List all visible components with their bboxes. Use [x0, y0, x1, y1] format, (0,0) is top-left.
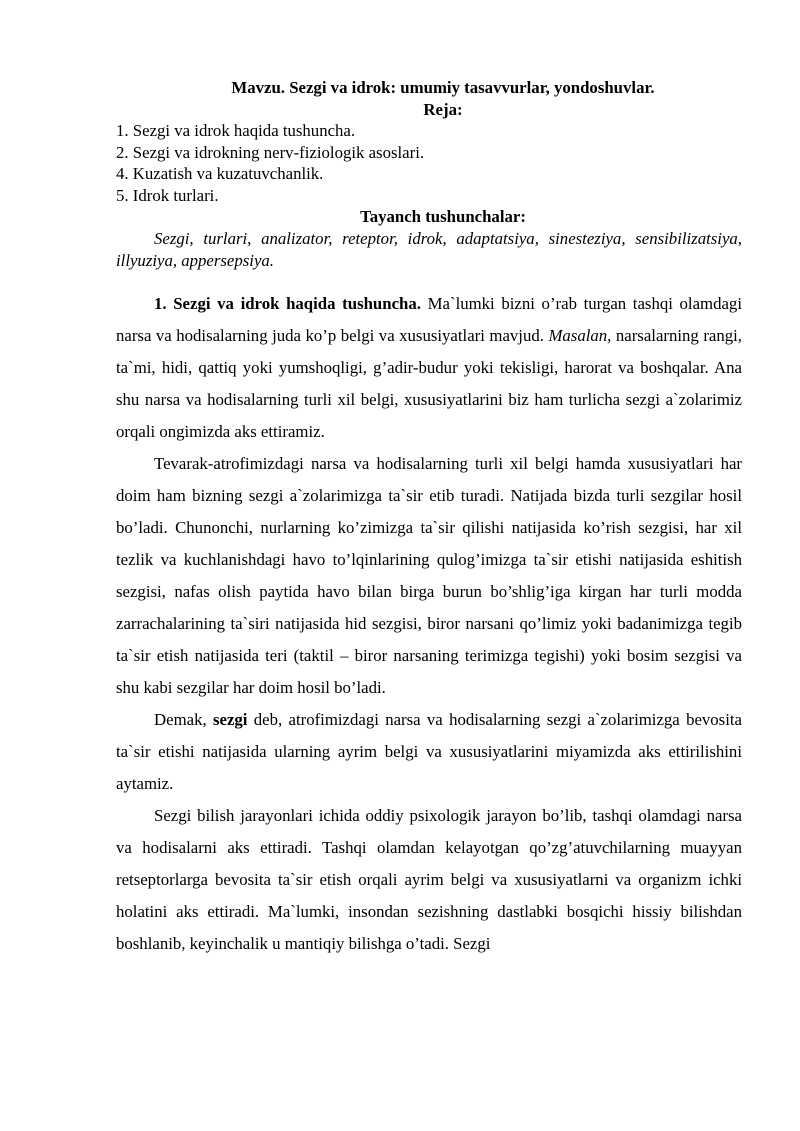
paragraph-text: narsalarning rangi, ta`mi, hidi, qattiq yoki yumshoqligi, g’adir-budur yoki tekisligi, harorat va boshqalar. Ana shu narsa va hodisalarning turli xil belgi, xususiyatlarini biz ham turlicha sezgi a`zolarimiz orqali ongimizda aks ettiramiz.	[116, 326, 742, 441]
key-terms-heading: Tayanch tushunchalar:	[360, 207, 526, 226]
paragraph-cognition: Sezgi bilish jarayonlari ichida oddiy psixologik jarayon bo’lib, tashqi olamdagi narsa va hodisalarni aks ettiradi. Tashqi olamdan kelayotgan qo’zg’atuvchilarning muayyan retseptorlarga bevosita ta`sir etish orqali ayrim belgi va xususiyatlarni va organizm ichki holatini aks ettiradi. Ma`lumki, insondan sezishning dastlabki bosqichi hissiy bilishdan boshlanib, keyinchalik u mantiqiy bilishga o’tadi. Sezgi	[116, 806, 742, 953]
page-title: Mavzu. Sezgi va idrok: umumiy tasavvurlar, yondoshuvlar.	[231, 78, 655, 97]
plan-item: 2. Sezgi va idrokning nerv-fiziologik asoslari.	[116, 142, 425, 162]
plan-heading: Reja:	[423, 100, 463, 119]
section-heading: 1. Sezgi va idrok haqida tushuncha.	[154, 294, 421, 313]
document-page	[116, 76, 742, 960]
paragraph-environment: Tevarak-atrofimizdagi narsa va hodisalarning turli xil belgi hamda xususiyatlari har doim ham bizning sezgi a`zolarimizga ta`sir etib turadi. Natijada bizda turli sezgilar hosil bo’ladi. Chunonchi, nurlarning ko’zimizga ta`sir qilishi natijasida ko’rish sezgisi, har xil tezlik va kuchlanishdagi havo to’lqinlarining qulog’imizga ta`sir etishi natijasida eshitish sezgisi, nafas olish paytida havo bilan birga burun bo’shlig’iga kirgan har turli modda zarrachalarining ta`siri natijasida hid sezgisi, biror narsani qo’limiz yoki badanimizga tegib ta`sir etish natijasida teri (taktil – biror narsaning terimizga tegishi) yoki bosim sezgisi va shu kabi sezgilar har doim hosil bo’ladi.	[116, 454, 742, 697]
paragraph-text: Demak,	[154, 710, 213, 729]
bold-term: sezgi	[212, 710, 248, 729]
emphasis-text: Masalan,	[548, 326, 612, 345]
paragraph-text: Ma`lumki bizni o’rab turgan tashqi olamdagi narsa va hodisalarning juda ko’p belgi va xususiyatlari mavjud.	[116, 294, 742, 345]
plan-item: 4. Kuzatish va kuzatuvchanlik.	[116, 164, 324, 183]
paragraph-intro	[116, 288, 742, 448]
paragraph-definition	[116, 704, 742, 800]
plan-list	[116, 120, 742, 206]
plan-item: 1. Sezgi va idrok haqida tushuncha.	[116, 121, 356, 140]
key-terms-text: Sezgi, turlari, analizator, reteptor, idrok, adaptatsiya, sinesteziya, sensibilizatsiya, illyuziya, appersepsiya.	[116, 229, 742, 270]
paragraph-text: deb, atrofimizdagi narsa va hodisalarning sezgi a`zolarimizga bevosita ta`sir etishi natijasida ularning ayrim belgi va xususiyatlarini miyamizda aks ettirilishini aytamiz.	[116, 710, 742, 793]
plan-item: 5. Idrok turlari.	[116, 185, 219, 205]
